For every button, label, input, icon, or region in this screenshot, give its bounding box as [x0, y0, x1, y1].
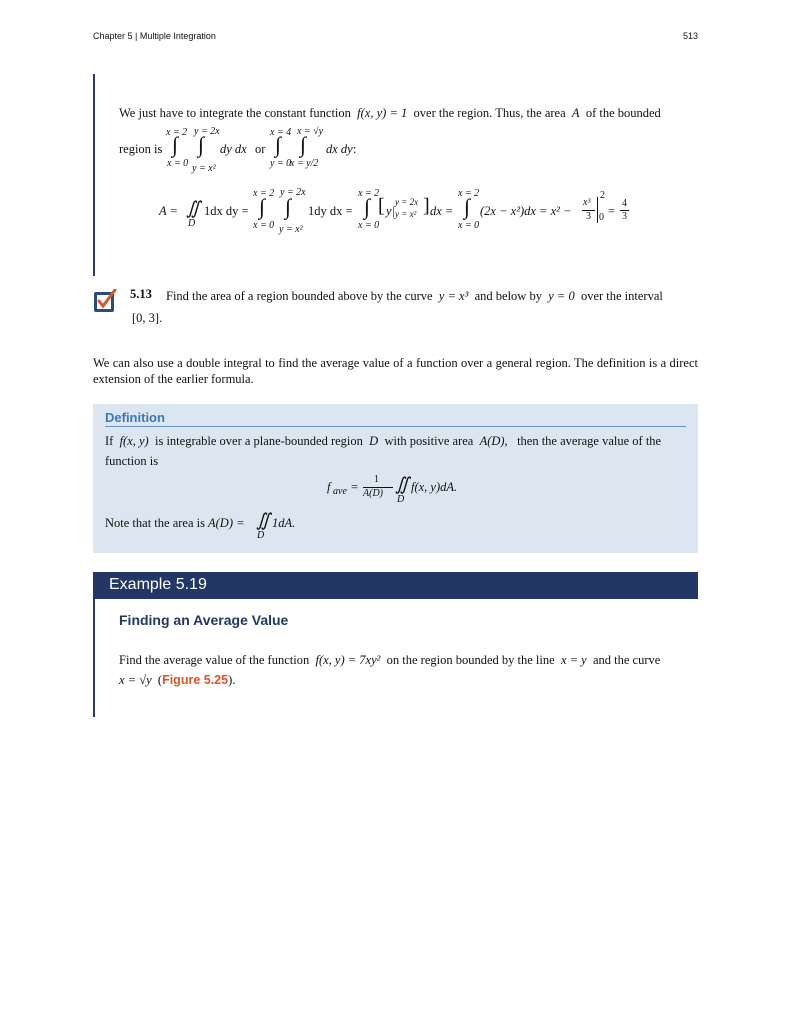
example-text-line-2: x = √y (Figure 5.25).	[119, 673, 236, 687]
exercise-text: Find the area of a region bounded above by the curve y = x³ and below by y = 0 over the interval	[166, 289, 663, 303]
definition-line-2: function is	[105, 454, 159, 468]
figure-link[interactable]: Figure 5.25	[162, 673, 229, 687]
or-word: or	[255, 142, 266, 156]
solution-side-bar	[93, 74, 95, 276]
solution-line-2-label: region is	[119, 142, 163, 156]
definition-title: Definition	[105, 410, 165, 425]
definition-rule	[105, 426, 686, 427]
example-text-line-1: Find the average value of the function f(x, y) = 7xy² on the region bounded by the line x = y and the curve	[119, 653, 661, 667]
example-label: Example 5.19	[109, 576, 207, 593]
definition-line-1: If f(x, y) is integrable over a plane-bounded region D with positive area A(D), then the average value of the	[105, 434, 662, 448]
definition-box: Definition If f(x, y) is integrable over a plane-bounded region D with positive area A(D), then the average value of the function is f ave = 1 A(D) ∬ D f(x, y)dA. Note that the area is A(D) = ∬ D 1dA.	[93, 404, 698, 553]
example-header-bar	[93, 572, 698, 599]
example-side-bar	[93, 599, 95, 717]
math-constant-function: f(x, y) = 1	[357, 106, 408, 120]
solution-line-1: We just have to integrate the constant function f(x, y) = 1 over the region. Thus, the area A of the bounded	[119, 106, 661, 120]
exercise-interval: [0, 3].	[132, 311, 163, 325]
example-subtitle: Finding an Average Value	[119, 612, 289, 628]
page-number: 513	[682, 31, 698, 41]
running-header-chapter: Chapter 5 | Multiple Integration	[93, 31, 216, 41]
checkpoint-icon	[93, 289, 117, 313]
exercise-number: 5.13	[130, 287, 152, 301]
intro-paragraph: We can also use a double integral to find the average value of a function over a general region. The definition is a direct extension of the earlier formula.	[93, 356, 698, 386]
